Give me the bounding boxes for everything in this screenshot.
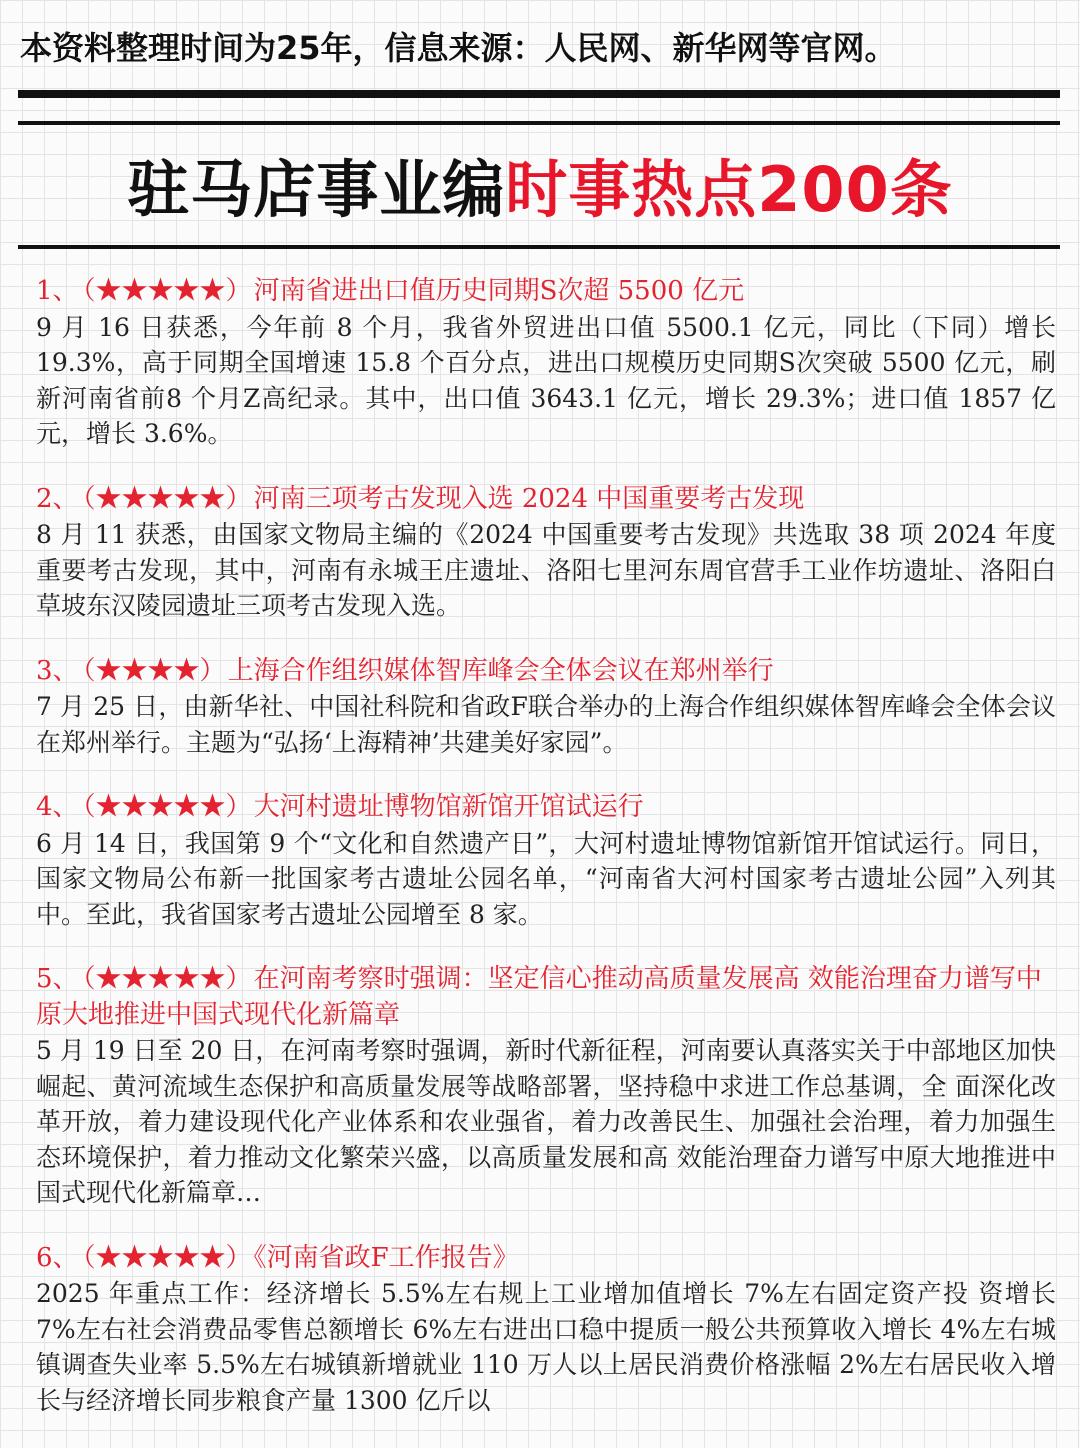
thick-divider <box>18 90 1060 98</box>
item-title <box>36 654 1056 690</box>
item-title-text: 《河南省政F工作报告》 <box>253 1242 519 1273</box>
item-title-text: 在河南考察时强调：坚定信心推动高质量发展高 效能治理奋力谱写中原大地推进中国式现代化新篇章 <box>36 964 1042 1030</box>
source-note: 本资料整理时间为25年，信息来源：人民网、新华网等官网。 <box>20 29 897 67</box>
item-title <box>36 962 1056 1033</box>
item-body: 6 月 14 日，我国第 9 个“文化和自然遗产日”，大河村遗址博物馆新馆开馆试运行。同日，国家文物局公布新一批国家考古遗址公园名单，“河南省大河村国家考古遗址公园”入列其中。至此，我省国家考古遗址公园增至 8 家。 <box>36 828 1056 929</box>
item-rating: （★★★★★） <box>82 792 252 822</box>
item-rating: （★★★★★） <box>82 1242 252 1273</box>
item-number: 3、 <box>36 655 79 686</box>
item-number: 1、 <box>36 276 79 306</box>
item-title-text: 河南三项考古发现入选 2024 中国重要考古发现 <box>253 483 805 514</box>
item-body: 5 月 19 日至 20 日，在河南考察时强调，新时代新征程，河南要认真落实关于中部地区加快崛起、黄河流域生态保护和高质量发展等战略部署，坚持稳中求进工作总基调，全 面深化改革开放，着力建设现代化产业体系和农业强省，着力改善民生、加强社会治理，着力加强生态环境保护，着力推动文化繁荣兴盛，以高质量发展和高 效能治理奋力谱写中原大地推进中国式现代化新篇章… <box>36 1036 1056 1207</box>
item-rating: （★★★★★） <box>82 276 252 306</box>
item-body: 8 月 11 获悉，由国家文物局主编的《2024 中国重要考古发现》共选取 38 项 2024 年度重要考古发现，其中，河南有永城王庄遗址、洛阳七里河东周官营手工业作坊遗址、洛阳白草坡东汉陵园遗址三项考古发现入选。 <box>36 520 1056 620</box>
item-rating: （★★★★★） <box>82 964 252 994</box>
news-item <box>36 482 1056 624</box>
item-rating: （★★★★★） <box>82 483 252 514</box>
page-title <box>0 150 1080 230</box>
title-black-part: 驻马店事业编 <box>127 153 506 226</box>
item-title-text: 河南省进出口值历史同期S次超 5500 亿元 <box>253 276 745 306</box>
title-red-part: 时事热点200条 <box>505 153 953 226</box>
item-title-text: 大河村遗址博物馆新馆开馆试运行 <box>253 792 644 822</box>
news-item <box>36 962 1056 1211</box>
item-title <box>36 482 1056 518</box>
item-number: 6、 <box>36 1242 79 1273</box>
item-title <box>36 790 1056 826</box>
item-title-text: 上海合作组织媒体智库峰会全体会议在郑州举行 <box>227 655 774 686</box>
header-divider-bottom <box>18 245 1060 249</box>
item-body: 7 月 25 日，由新华社、中国社科院和省政F联合举办的上海合作组织媒体智库峰会全体会议在郑州举行。主题为“弘扬‘上海精神’共建美好家园”。 <box>36 692 1056 757</box>
item-number: 5、 <box>36 964 79 994</box>
header-divider-top <box>18 121 1060 125</box>
item-body: 2025 年重点工作：经济增长 5.5%左右规上工业增加值增长 7%左右固定资产投 资增长 7%左右社会消费品零售总额增长 6%左右进出口稳中提质一般公共预算收入增长 4%左右城镇调查失业率 5.5%左右城镇新增就业 110 万人以上居民消费价格涨幅 2%左右居民收入增长与经济增长同步粮食产量 1300 亿斤以 <box>36 1279 1056 1415</box>
item-title <box>36 274 1056 310</box>
item-number: 2、 <box>36 483 79 514</box>
news-item <box>36 654 1056 761</box>
item-body: 9 月 16 日获悉，今年前 8 个月，我省外贸进出口值 5500.1 亿元，同比（下同）增长 19.3%，高于同期全国增速 15.8 个百分点，进出口规模历史同期S次突破 5500 亿元，刷新河南省前8 个月Z高纪录。其中，出口值 3643.1 亿元，增长 29.3%；进口值 1857 亿元，增长 3.6%。 <box>36 312 1056 448</box>
item-rating: （★★★★） <box>82 655 226 686</box>
news-item <box>36 790 1056 932</box>
news-item <box>36 274 1056 452</box>
news-list <box>36 274 1056 1448</box>
news-item <box>36 1241 1056 1419</box>
item-title <box>36 1241 1056 1277</box>
item-number: 4、 <box>36 792 79 822</box>
